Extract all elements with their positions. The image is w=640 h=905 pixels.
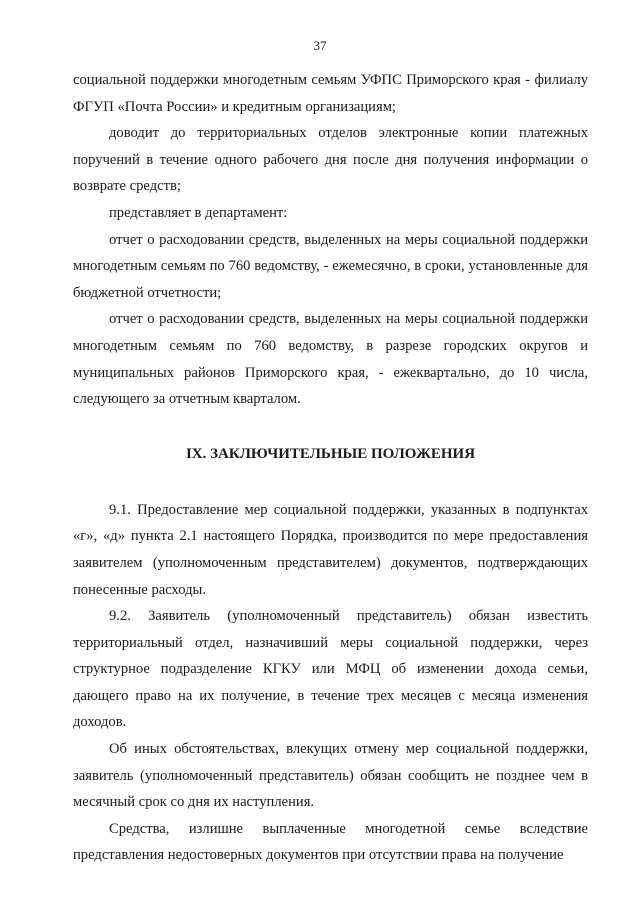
paragraph: 9.1. Предоставление мер социальной поддержки, указанных в подпунктах «г», «д» пункта 2.1 настоящего Порядка, производится по мере предоставления заявителем (уполномоченным представителем) документов, подтверждающих понесенные расходы. — [73, 501, 588, 598]
page-number: 37 — [313, 38, 327, 53]
document-body — [73, 67, 588, 869]
paragraph: Средства, излишне выплаченные многодетной семье вследствие представления недостоверных документов при отсутствии права на получение — [73, 820, 588, 864]
paragraph: отчет о расходовании средств, выделенных на меры социальной поддержки многодетным семьям по 760 ведомству, в разрезе городских округов и муниципальных районов Приморского края, - ежеквартально, до 10 числа, следующего за отчетным кварталом. — [73, 311, 588, 408]
paragraph: доводит до территориальных отделов электронные копии платежных поручений в течение одного рабочего дня после дня получения информации о возврате средств; — [73, 125, 588, 195]
paragraph: 9.2. Заявитель (уполномоченный представитель) обязан известить территориальный отдел, назначивший меры социальной поддержки, через структурное подразделение КГКУ или МФЦ об изменении дохода семьи, дающего право на их получение, в течение трех месяцев с месяца изменения доходов. — [73, 608, 588, 731]
paragraph: отчет о расходовании средств, выделенных на меры социальной поддержки многодетным семьям по 760 ведомству, - ежемесячно, в сроки, установленные для бюджетной отчетности; — [73, 231, 588, 301]
paragraph: Об иных обстоятельствах, влекущих отмену мер социальной поддержки, заявитель (уполномоченный представитель) обязан сообщить не позднее чем в месячный срок со дня их наступления. — [73, 741, 588, 811]
section-heading: IX. ЗАКЛЮЧИТЕЛЬНЫЕ ПОЛОЖЕНИЯ — [185, 445, 476, 462]
paragraph-continuation: социальной поддержки многодетным семьям УФПС Приморского края - филиалу ФГУП «Почта России» и кредитным организациям; — [73, 72, 588, 115]
paragraph: представляет в департамент: — [109, 204, 288, 221]
